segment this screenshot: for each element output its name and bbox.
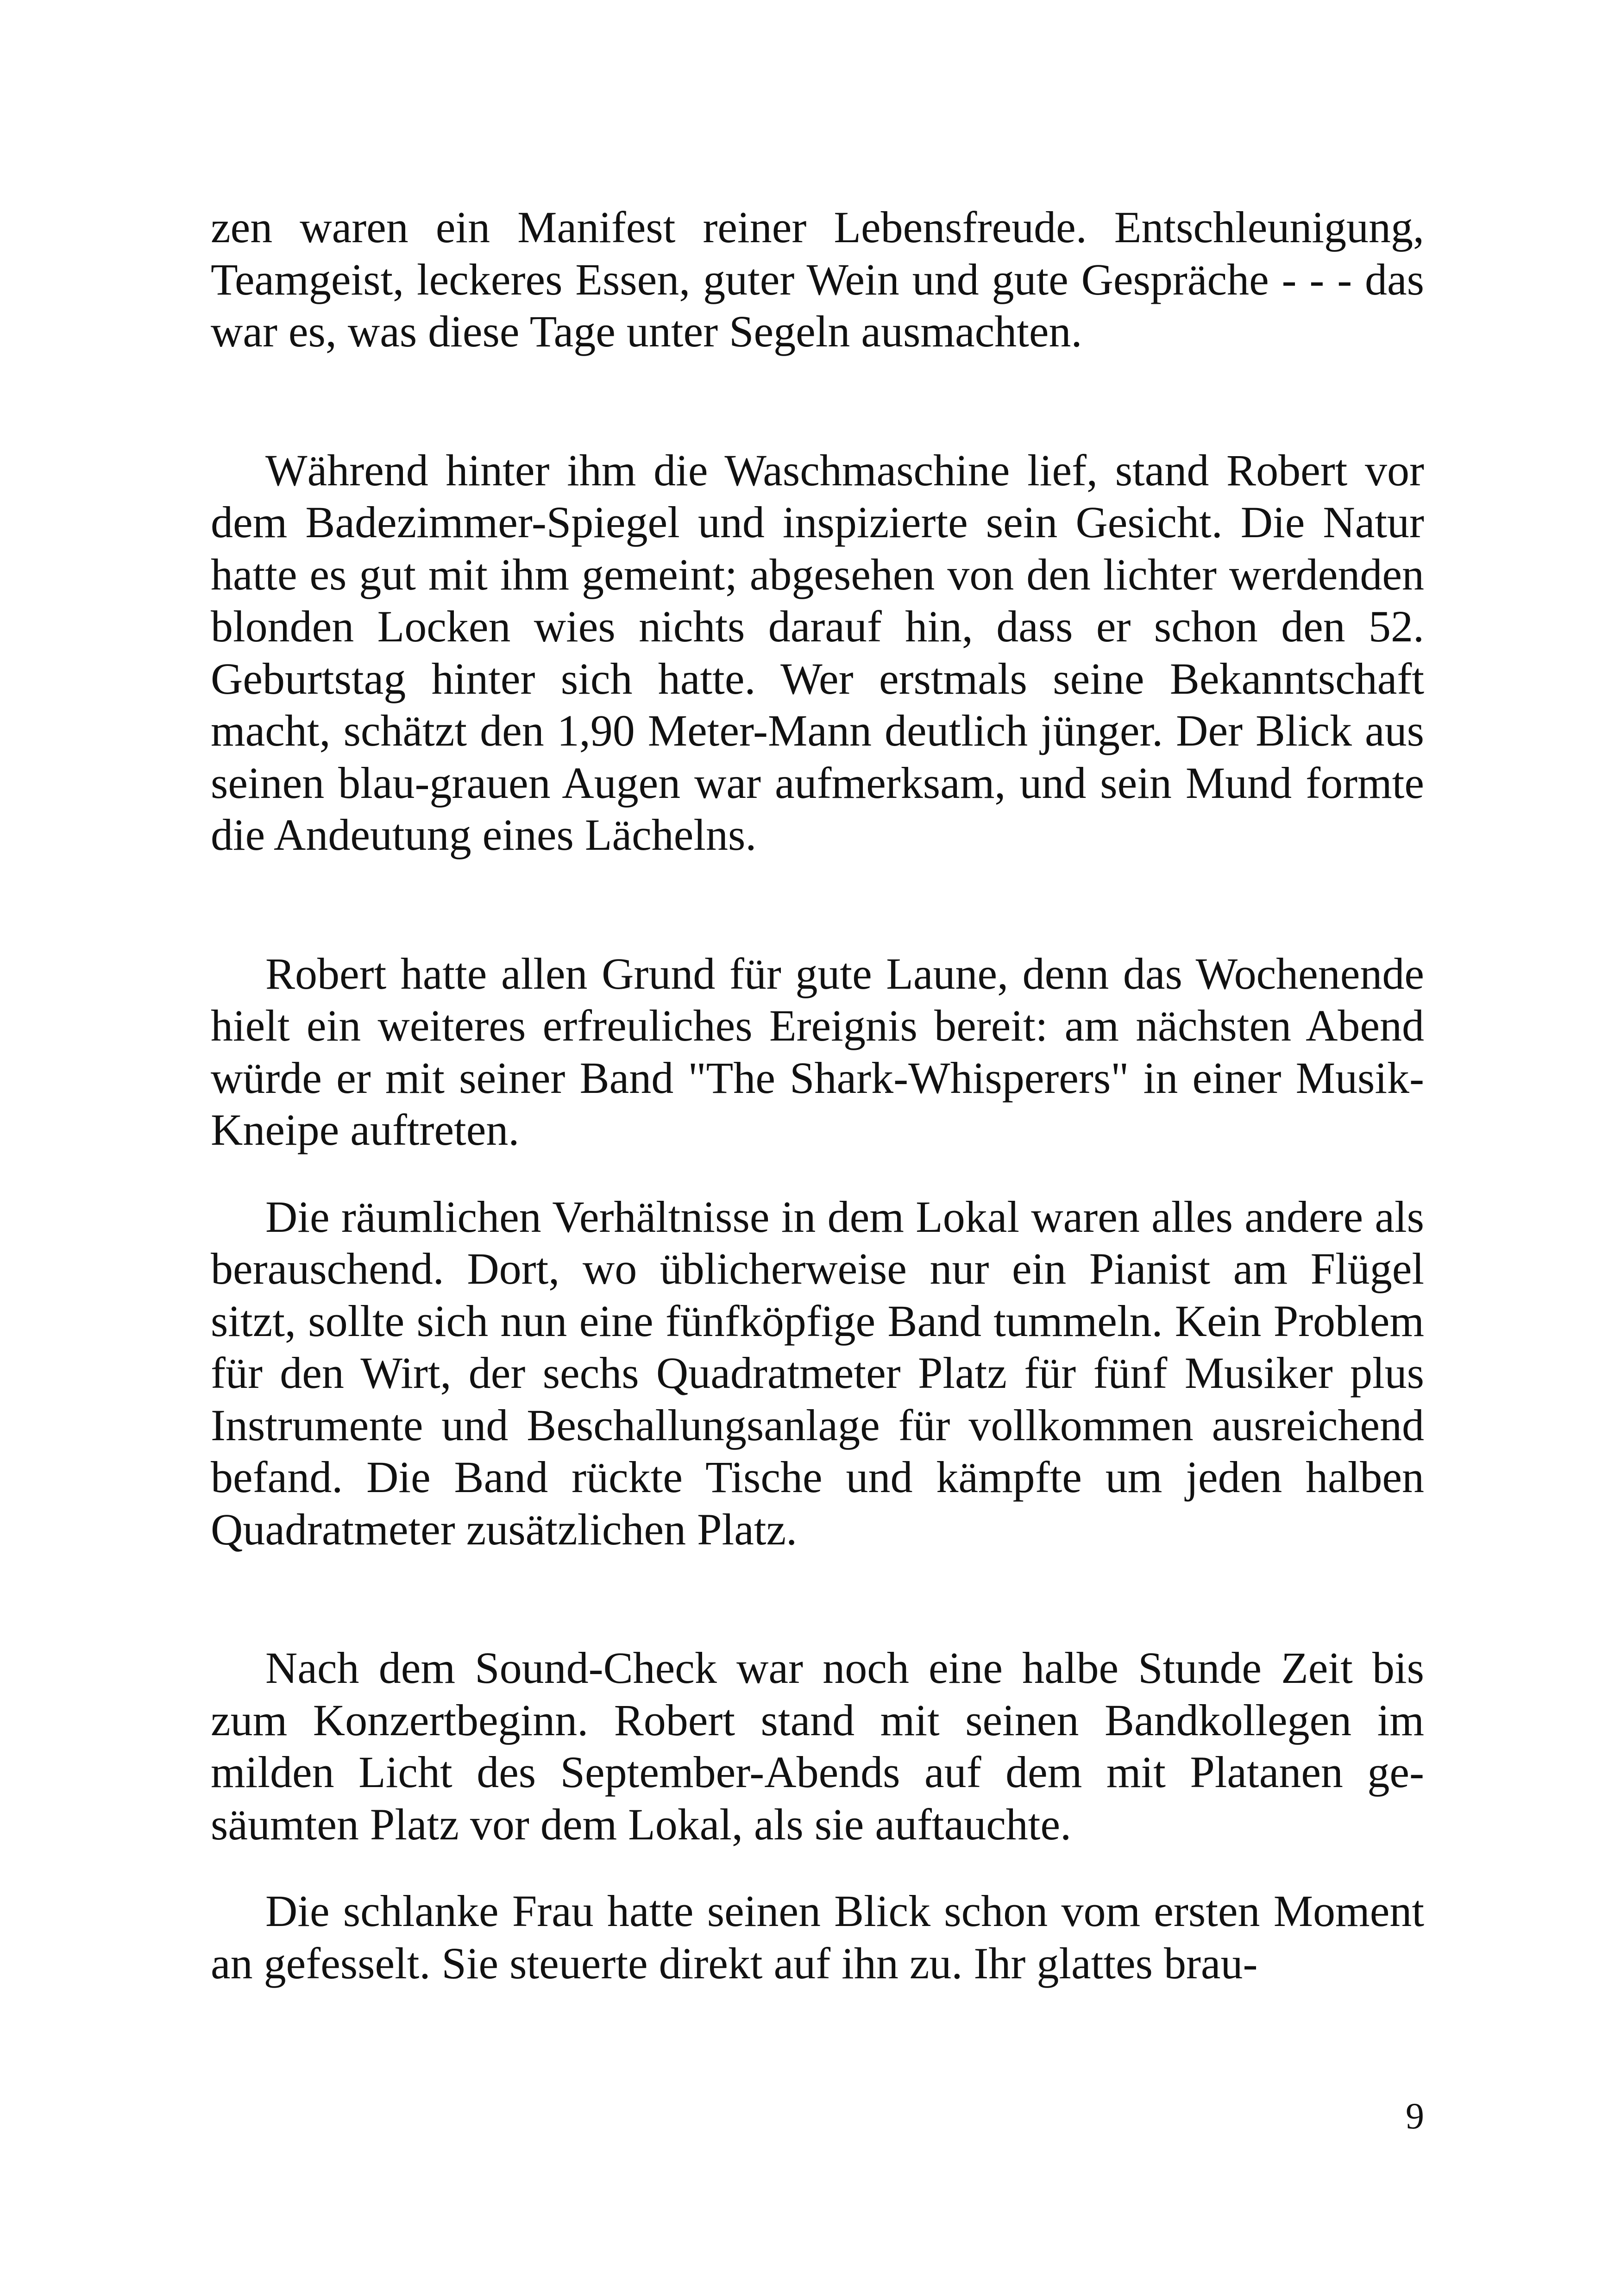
paragraph-3: Robert hatte allen Grund für gute Laune, denn das Wochenende hielt ein weiteres erfreuliches Ereignis bereit: am nächsten Abend würde er mit seiner Band "The Shark-Whisperers" in einer Musik-Kneipe auftreten. <box>211 948 1424 1154</box>
page-number: 9 <box>1406 2096 1424 2137</box>
paragraph-6: Die schlanke Frau hatte seinen Blick schon vom ersten Moment an gefesselt. Sie steuerte direkt auf ihn zu. Ihr glattes brau- <box>211 1886 1424 1988</box>
paragraph-1: zen waren ein Manifest reiner Lebensfreude. Entschleunigung, Teamgeist, leckeres Essen, guter Wein und gute Gespräche - - - das war es, was diese Tage unter Segeln ausmachten. <box>211 202 1424 356</box>
paragraph-5: Nach dem Sound-Check war noch eine halbe Stunde Zeit bis zum Konzertbeginn. Robert stand mit seinen Bandkollegen im milden Licht des September-Abends auf dem mit Platanen gesäumten Platz vor dem Lokal, als sie auftauchte. <box>211 1643 1424 1849</box>
paragraph-2: Während hinter ihm die Waschmaschine lief, stand Robert vor dem Badezimmer-Spiegel und inspizierte sein Gesicht. Die Natur hatte es gut mit ihm gemeint; abgesehen von den lichter werdenden blonden Locken wies nichts darauf hin, dass er schon den 52. Geburtstag hinter sich hatte. Wer erstmals seine Bekanntschaft macht, schätzt den 1,90 Meter-Mann deutlich jünger. Der Blick aus seinen blau-grauen Augen war aufmerksam, und sein Mund formte die Andeutung eines Lächelns. <box>211 445 1424 859</box>
paragraph-4: Die räumlichen Verhältnisse in dem Lokal waren alles andere als berauschend. Dort, wo üblicherweise nur ein Pianist am Flügel sitzt, sollte sich nun eine fünfköpfige Band tummeln. Kein Problem für den Wirt, der sechs Quadratmeter Platz für fünf Musiker plus Instrumente und Beschallungsanlage für vollkommen ausreichend befand. Die Band rückte Tische und kämpfte um jeden halben Quadratmeter zusätzlichen Platz. <box>211 1192 1424 1554</box>
body-text <box>211 201 1424 1989</box>
